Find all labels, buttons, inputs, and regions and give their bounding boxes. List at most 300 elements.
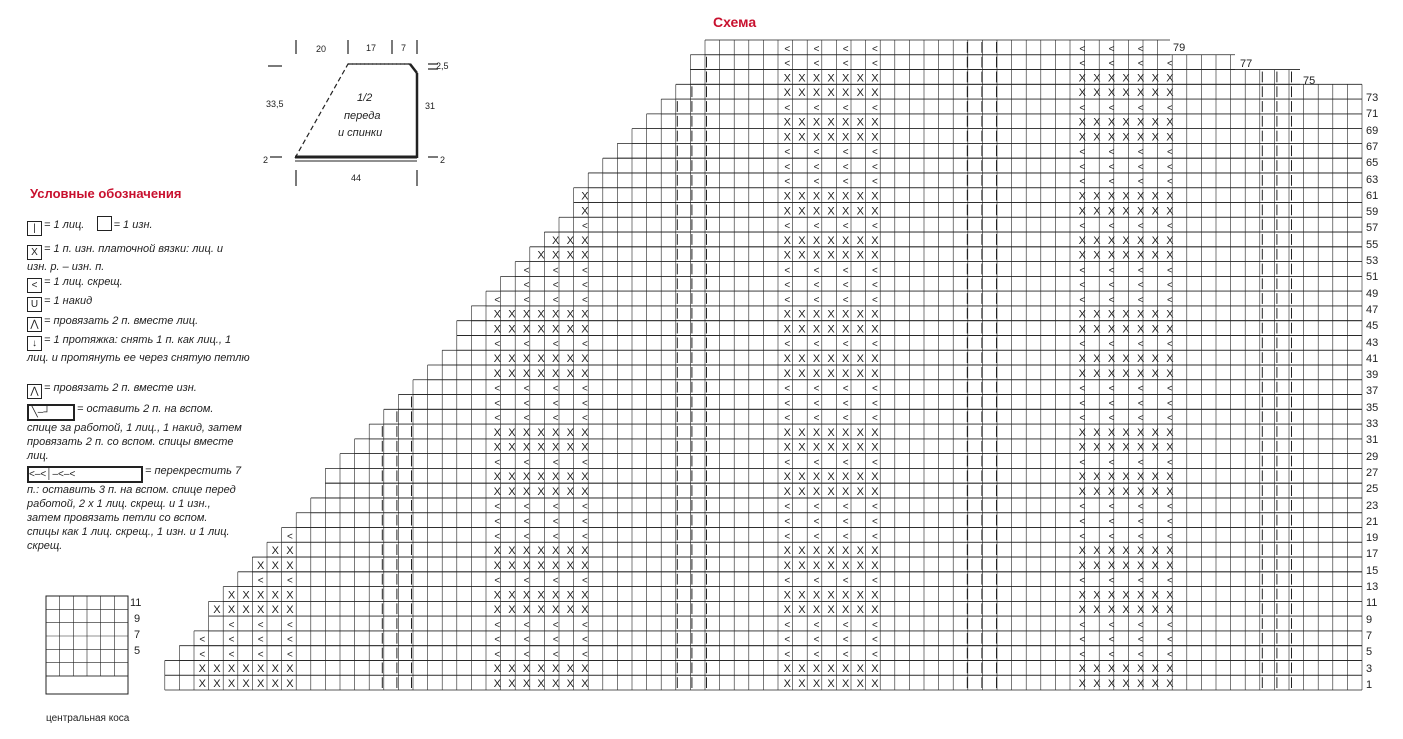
svg-text:X: X	[1093, 116, 1101, 129]
svg-text:<: <	[523, 457, 530, 469]
svg-text:<: <	[871, 265, 878, 277]
svg-text:X: X	[1107, 589, 1116, 602]
svg-text:X: X	[1107, 426, 1116, 439]
svg-text:X: X	[257, 678, 265, 690]
row-label-77: 77	[1240, 58, 1253, 70]
svg-text:X: X	[1151, 559, 1159, 572]
svg-text:<: <	[1166, 649, 1173, 661]
svg-text:X: X	[1137, 323, 1145, 336]
svg-text:X: X	[566, 545, 574, 558]
legend-cable7-text: = перекрестить 7 п.: оставить 3 п. на вспом. спице перед работой, 2 х 1 лиц. скрещ. и 1 изн., затем провязать петли со вспом. спицы как 1 лиц. скрещ., 1 изн. и 1 лиц. скрещ.	[27, 465, 242, 552]
svg-text:X: X	[783, 87, 791, 100]
svg-text:<: <	[581, 339, 588, 351]
svg-text:X: X	[783, 589, 791, 602]
svg-text:X: X	[842, 205, 850, 218]
svg-text:X: X	[1137, 308, 1145, 321]
svg-text:X: X	[1151, 604, 1159, 617]
svg-text:X: X	[827, 353, 835, 365]
svg-text:<: <	[1137, 176, 1144, 188]
svg-text:<: <	[842, 531, 849, 543]
svg-text:<: <	[1079, 294, 1086, 306]
svg-text:X: X	[1166, 308, 1174, 321]
svg-text:X: X	[508, 308, 516, 321]
svg-text:X: X	[1122, 353, 1130, 365]
svg-text:<: <	[1166, 265, 1173, 277]
svg-text:X: X	[1078, 308, 1086, 321]
svg-text:X: X	[581, 249, 589, 262]
svg-text:X: X	[493, 426, 501, 439]
svg-text:X: X	[856, 72, 864, 85]
svg-text:<: <	[552, 531, 559, 543]
row-label-79: 79	[1173, 42, 1186, 54]
svg-text:<: <	[842, 43, 849, 55]
svg-text:X: X	[783, 545, 791, 558]
svg-text:X: X	[856, 559, 864, 572]
svg-text:<: <	[784, 501, 791, 513]
svg-text:X: X	[508, 471, 516, 484]
svg-text:<: <	[784, 176, 791, 188]
svg-text:<: <	[286, 649, 293, 661]
svg-text:X: X	[798, 678, 806, 690]
svg-text:X: X	[1093, 426, 1101, 439]
svg-text:<: <	[871, 58, 878, 70]
svg-text:<: <	[784, 634, 791, 646]
svg-text:X: X	[1151, 131, 1159, 144]
svg-text:<: <	[523, 619, 530, 631]
cable7-icon: <‒<│‒<‒<	[27, 466, 143, 483]
svg-text:X: X	[286, 663, 294, 676]
svg-text:X: X	[783, 604, 791, 617]
svg-text:<: <	[1137, 649, 1144, 661]
svg-text:<: <	[552, 280, 559, 292]
svg-text:X: X	[493, 604, 501, 617]
row-number: 3	[1366, 662, 1373, 675]
svg-text:<: <	[784, 265, 791, 277]
svg-text:<: <	[1166, 294, 1173, 306]
svg-text:<: <	[1166, 501, 1173, 513]
svg-text:X: X	[552, 471, 560, 484]
svg-text:X: X	[537, 249, 545, 262]
svg-text:<: <	[1079, 221, 1086, 233]
svg-text:X: X	[537, 485, 545, 498]
svg-text:<: <	[581, 221, 588, 233]
row-number: 9	[1366, 613, 1373, 626]
svg-text:X: X	[581, 234, 589, 247]
svg-text:X: X	[522, 426, 531, 439]
svg-text:<: <	[842, 383, 849, 395]
svg-text:X: X	[1093, 441, 1101, 454]
svg-text:<: <	[1137, 413, 1144, 425]
svg-text:X: X	[493, 485, 501, 498]
svg-text:X: X	[1093, 308, 1101, 321]
svg-text:X: X	[812, 353, 821, 365]
svg-text:X: X	[1166, 367, 1174, 380]
svg-text:X: X	[1107, 323, 1116, 336]
svg-text:<: <	[842, 457, 849, 469]
svg-text:<: <	[813, 383, 820, 395]
svg-text:X: X	[286, 589, 294, 602]
svg-text:<: <	[1079, 339, 1086, 351]
svg-text:X: X	[257, 589, 265, 602]
svg-text:<: <	[1137, 398, 1144, 410]
svg-text:<: <	[581, 383, 588, 395]
svg-text:X: X	[1107, 663, 1116, 676]
row-number: 27	[1366, 466, 1379, 479]
svg-text:<: <	[523, 501, 530, 513]
legend-cable4-text: = оставить 2 п. на вспом. спице за работой, 1 лиц., 1 накид, затем провязать 2 п. со вспом. спицы вместе лиц.	[27, 403, 242, 462]
schem-label-3: и спинки	[338, 127, 383, 139]
svg-text:<: <	[552, 516, 559, 528]
svg-text:X: X	[827, 131, 835, 144]
svg-text:X: X	[1078, 678, 1086, 690]
svg-text:<: <	[842, 176, 849, 188]
svg-text:<: <	[842, 649, 849, 661]
svg-text:X: X	[783, 485, 791, 498]
svg-text:<: <	[581, 280, 588, 292]
svg-text:<: <	[784, 649, 791, 661]
svg-text:<: <	[1166, 634, 1173, 646]
svg-text:<: <	[871, 457, 878, 469]
svg-text:X: X	[1166, 426, 1174, 439]
svg-text:<: <	[494, 516, 501, 528]
svg-text:X: X	[213, 678, 221, 690]
svg-text:<: <	[1166, 398, 1173, 410]
svg-text:X: X	[1151, 589, 1159, 602]
svg-text:X: X	[783, 308, 791, 321]
svg-text:<: <	[286, 575, 293, 587]
svg-text:<: <	[581, 398, 588, 410]
svg-text:X: X	[827, 589, 835, 602]
svg-text:X: X	[581, 471, 589, 484]
svg-text:X: X	[827, 485, 835, 498]
svg-text:<: <	[494, 575, 501, 587]
svg-text:X: X	[856, 353, 864, 365]
svg-text:X: X	[798, 471, 806, 484]
svg-text:<: <	[813, 619, 820, 631]
svg-text:<: <	[1079, 280, 1086, 292]
svg-text:X: X	[1137, 190, 1145, 203]
svg-text:X: X	[581, 441, 589, 454]
svg-text:X: X	[552, 234, 560, 247]
svg-text:<: <	[1108, 531, 1115, 543]
svg-text:X: X	[827, 87, 835, 100]
svg-text:X: X	[508, 426, 516, 439]
skp-icon: ↓	[27, 336, 42, 351]
svg-text:X: X	[1151, 205, 1159, 218]
svg-text:X: X	[798, 545, 806, 558]
svg-text:X: X	[227, 678, 236, 690]
svg-text:X: X	[552, 545, 560, 558]
svg-text:<: <	[1079, 383, 1086, 395]
central-cable-chart	[46, 596, 128, 694]
p2tog-icon: ⋀	[27, 384, 42, 399]
svg-text:X: X	[827, 234, 835, 247]
svg-text:<: <	[523, 575, 530, 587]
svg-text:<: <	[523, 398, 530, 410]
svg-text:X: X	[1078, 249, 1086, 262]
svg-text:X: X	[566, 604, 574, 617]
svg-text:X: X	[552, 589, 560, 602]
chart-symbols	[199, 42, 1292, 690]
svg-text:<: <	[871, 634, 878, 646]
svg-text:<: <	[784, 383, 791, 395]
svg-text:X: X	[537, 559, 545, 572]
svg-text:X: X	[812, 205, 821, 218]
svg-text:<: <	[871, 413, 878, 425]
schem-right-h: 31	[425, 101, 436, 111]
svg-text:<: <	[1166, 531, 1173, 543]
svg-text:X: X	[1166, 678, 1174, 690]
row-number: 33	[1366, 418, 1379, 430]
svg-text:<: <	[813, 413, 820, 425]
schem-left-h: 33,5	[266, 99, 284, 109]
svg-text:X: X	[1093, 545, 1101, 558]
svg-text:X: X	[842, 589, 850, 602]
svg-text:X: X	[856, 604, 864, 617]
svg-text:<: <	[1108, 294, 1115, 306]
svg-text:X: X	[798, 72, 806, 85]
svg-text:<: <	[523, 531, 530, 543]
svg-text:<: <	[871, 147, 878, 159]
svg-text:X: X	[1166, 663, 1174, 676]
svg-text:X: X	[871, 663, 879, 676]
svg-text:<: <	[1108, 176, 1115, 188]
svg-text:X: X	[812, 234, 821, 247]
svg-text:X: X	[537, 471, 545, 484]
svg-text:<: <	[581, 457, 588, 469]
svg-text:X: X	[1093, 485, 1101, 498]
svg-text:X: X	[271, 559, 279, 572]
svg-text:X: X	[798, 323, 806, 336]
svg-text:<: <	[552, 649, 559, 661]
svg-text:X: X	[842, 471, 850, 484]
svg-text:<: <	[813, 575, 820, 587]
svg-text:X: X	[508, 604, 516, 617]
svg-text:X: X	[271, 589, 279, 602]
svg-text:<: <	[1166, 147, 1173, 159]
svg-text:X: X	[842, 323, 850, 336]
small-row-number: 11	[130, 597, 142, 609]
svg-text:X: X	[1107, 72, 1116, 85]
svg-text:X: X	[1166, 116, 1174, 129]
row-number: 39	[1366, 369, 1379, 382]
svg-text:<: <	[842, 147, 849, 159]
svg-text:<: <	[494, 501, 501, 513]
svg-text:X: X	[783, 205, 791, 218]
svg-text:<: <	[1108, 102, 1115, 114]
svg-text:X: X	[552, 426, 560, 439]
svg-text:<: <	[1108, 265, 1115, 277]
svg-text:X: X	[827, 190, 835, 203]
svg-text:<: <	[1108, 457, 1115, 469]
svg-text:X: X	[842, 678, 850, 690]
svg-text:X: X	[522, 323, 531, 336]
svg-text:X: X	[1093, 367, 1101, 380]
svg-text:X: X	[812, 367, 821, 380]
svg-text:X: X	[581, 205, 589, 218]
svg-text:X: X	[812, 604, 821, 617]
svg-text:X: X	[493, 663, 501, 676]
svg-text:X: X	[1122, 426, 1130, 439]
svg-text:<: <	[1166, 221, 1173, 233]
svg-text:X: X	[581, 426, 589, 439]
svg-text:X: X	[1151, 249, 1159, 262]
svg-text:<: <	[1108, 413, 1115, 425]
svg-text:<: <	[1108, 43, 1115, 55]
svg-text:<: <	[871, 161, 878, 173]
svg-text:<: <	[813, 176, 820, 188]
svg-text:X: X	[566, 663, 574, 676]
svg-text:X: X	[1107, 353, 1116, 365]
svg-text:<: <	[842, 221, 849, 233]
svg-text:X: X	[871, 87, 879, 100]
svg-text:<: <	[784, 339, 791, 351]
svg-text:X: X	[537, 426, 545, 439]
svg-text:X: X	[552, 485, 560, 498]
svg-text:X: X	[856, 471, 864, 484]
svg-text:X: X	[1137, 471, 1145, 484]
svg-text:X: X	[798, 205, 806, 218]
svg-text:X: X	[1166, 441, 1174, 454]
svg-text:X: X	[493, 367, 501, 380]
svg-text:X: X	[842, 353, 850, 365]
svg-text:X: X	[257, 663, 265, 676]
svg-text:X: X	[856, 367, 864, 380]
svg-text:X: X	[537, 678, 545, 690]
svg-text:X: X	[566, 308, 574, 321]
svg-text:X: X	[827, 545, 835, 558]
svg-text:<: <	[257, 634, 264, 646]
svg-text:X: X	[522, 485, 531, 498]
svg-text:X: X	[827, 678, 835, 690]
svg-text:X: X	[257, 559, 265, 572]
schem-bottom-w: 44	[351, 173, 362, 183]
svg-text:<: <	[1108, 516, 1115, 528]
svg-text:X: X	[871, 190, 879, 203]
svg-text:<: <	[494, 413, 501, 425]
svg-text:X: X	[798, 441, 806, 454]
svg-text:X: X	[581, 589, 589, 602]
svg-text:X: X	[537, 367, 545, 380]
svg-text:X: X	[522, 663, 531, 676]
svg-text:<: <	[257, 575, 264, 587]
svg-text:X: X	[1166, 87, 1174, 100]
row-number: 5	[1366, 646, 1373, 659]
svg-text:<: <	[813, 294, 820, 306]
k2tog-icon: ⋀	[27, 317, 42, 332]
svg-text:<: <	[784, 43, 791, 55]
svg-text:<: <	[784, 102, 791, 114]
svg-text:X: X	[493, 441, 501, 454]
svg-text:X: X	[1093, 471, 1101, 484]
row-number: 17	[1366, 548, 1379, 561]
legend-yo-text: = 1 накид	[44, 295, 93, 307]
svg-text:X: X	[842, 249, 850, 262]
svg-text:X: X	[798, 559, 806, 572]
svg-text:X: X	[871, 249, 879, 262]
row-number: 25	[1366, 483, 1379, 496]
svg-text:<: <	[1137, 531, 1144, 543]
svg-text:X: X	[798, 234, 806, 247]
svg-text:<: <	[1108, 575, 1115, 587]
svg-text:<: <	[1137, 221, 1144, 233]
small-row-number: 7	[134, 629, 141, 641]
svg-text:X: X	[581, 663, 589, 676]
svg-text:X: X	[537, 353, 545, 365]
main-grid	[165, 40, 1362, 690]
svg-text:X: X	[566, 589, 574, 602]
svg-text:X: X	[552, 249, 560, 262]
svg-text:X: X	[1093, 663, 1101, 676]
svg-text:X: X	[856, 234, 864, 247]
svg-text:<: <	[286, 619, 293, 631]
svg-text:X: X	[508, 367, 516, 380]
svg-text:X: X	[827, 471, 835, 484]
svg-text:X: X	[842, 485, 850, 498]
svg-text:X: X	[522, 559, 531, 572]
svg-text:X: X	[856, 190, 864, 203]
svg-text:X: X	[1093, 249, 1101, 262]
svg-text:<: <	[813, 147, 820, 159]
svg-text:X: X	[783, 559, 791, 572]
svg-text:X: X	[812, 308, 821, 321]
svg-text:X: X	[1151, 426, 1159, 439]
svg-text:<: <	[1079, 176, 1086, 188]
svg-text:X: X	[1078, 663, 1086, 676]
svg-text:X: X	[1137, 663, 1145, 676]
svg-text:<: <	[1079, 413, 1086, 425]
svg-text:X: X	[1122, 72, 1130, 85]
svg-text:X: X	[566, 367, 574, 380]
svg-text:X: X	[842, 367, 850, 380]
svg-text:<: <	[1166, 413, 1173, 425]
svg-text:X: X	[1151, 353, 1159, 365]
svg-text:<: <	[1079, 619, 1086, 631]
row-number: 63	[1366, 173, 1379, 186]
svg-text:<: <	[871, 575, 878, 587]
svg-text:X: X	[1122, 441, 1130, 454]
svg-text:<: <	[199, 634, 206, 646]
svg-text:X: X	[1166, 72, 1174, 85]
svg-text:<: <	[1079, 634, 1086, 646]
row-number: 53	[1366, 255, 1379, 267]
svg-text:X: X	[798, 87, 806, 100]
svg-text:<: <	[1079, 516, 1086, 528]
svg-text:X: X	[1166, 589, 1174, 602]
svg-text:X: X	[1093, 131, 1101, 144]
svg-text:<: <	[1137, 501, 1144, 513]
svg-text:X: X	[1122, 367, 1130, 380]
row-number: 13	[1366, 581, 1379, 593]
svg-text:<: <	[871, 280, 878, 292]
svg-text:X: X	[842, 308, 850, 321]
row-number: 71	[1366, 108, 1379, 121]
svg-text:X: X	[242, 604, 250, 617]
svg-text:X: X	[1151, 441, 1159, 454]
svg-text:<: <	[1137, 516, 1144, 528]
svg-text:X: X	[552, 663, 560, 676]
svg-text:X: X	[1093, 678, 1101, 690]
svg-text:X: X	[871, 604, 879, 617]
svg-text:<: <	[1108, 221, 1115, 233]
svg-text:X: X	[871, 205, 879, 218]
svg-text:X: X	[271, 663, 279, 676]
svg-text:X: X	[783, 116, 791, 129]
svg-text:<: <	[1108, 147, 1115, 159]
svg-text:X: X	[1137, 559, 1145, 572]
svg-text:X: X	[522, 441, 531, 454]
svg-text:<: <	[784, 531, 791, 543]
